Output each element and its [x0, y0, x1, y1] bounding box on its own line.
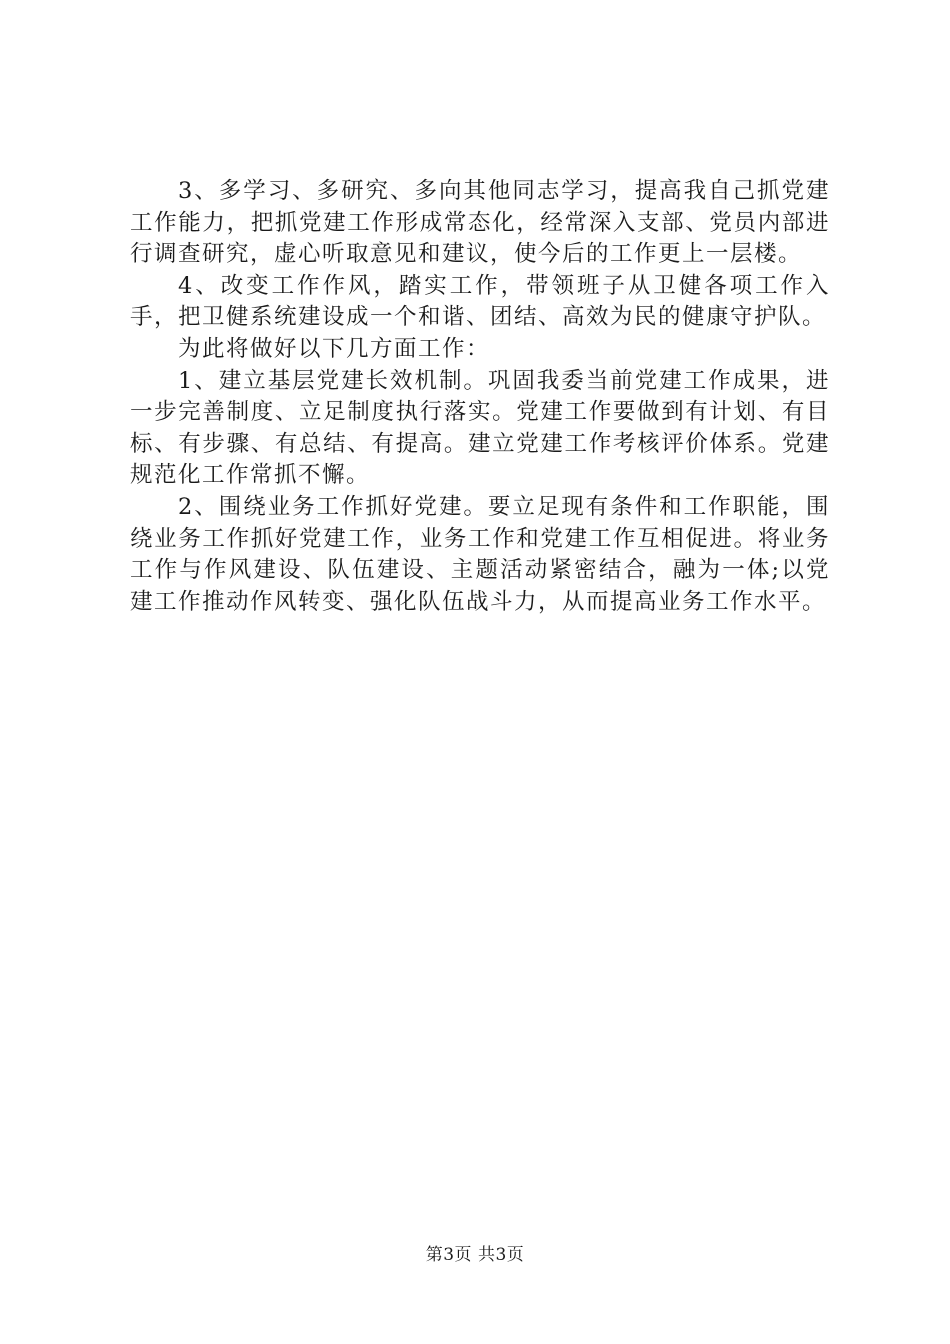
paragraph-task-1: 1、建立基层党建长效机制。巩固我委当前党建工作成果，进一步完善制度、立足制度执行落实。党建工作要做到有计划、有目标、有步骤、有总结、有提高。建立党建工作考核评价体系。党建规范化工作常抓不懈。: [130, 367, 830, 489]
paragraph-intro: 为此将做好以下几方面工作：: [178, 335, 491, 362]
paragraph-item-3: 3、多学习、多研究、多向其他同志学习，提高我自己抓党建工作能力，把抓党建工作形成常态化，经常深入支部、党员内部进行调查研究，虚心听取意见和建议，使今后的工作更上一层楼。: [130, 178, 830, 268]
paragraph-task-2: 2、围绕业务工作抓好党建。要立足现有条件和工作职能，围绕业务工作抓好党建工作，业务工作和党建工作互相促进。将业务工作与作风建设、队伍建设、主题活动紧密结合，融为一体;以党建工作推动作风转变、强化队伍战斗力，从而提高业务工作水平。: [130, 493, 830, 615]
document-body: [130, 176, 830, 618]
paragraph-item-4: 4、改变工作作风，踏实工作，带领班子从卫健各项工作入手，把卫健系统建设成一个和谐、团结、高效为民的健康守护队。: [130, 272, 830, 331]
page-footer: [0, 1244, 950, 1266]
page-number: 第3页 共3页: [425, 1245, 525, 1265]
